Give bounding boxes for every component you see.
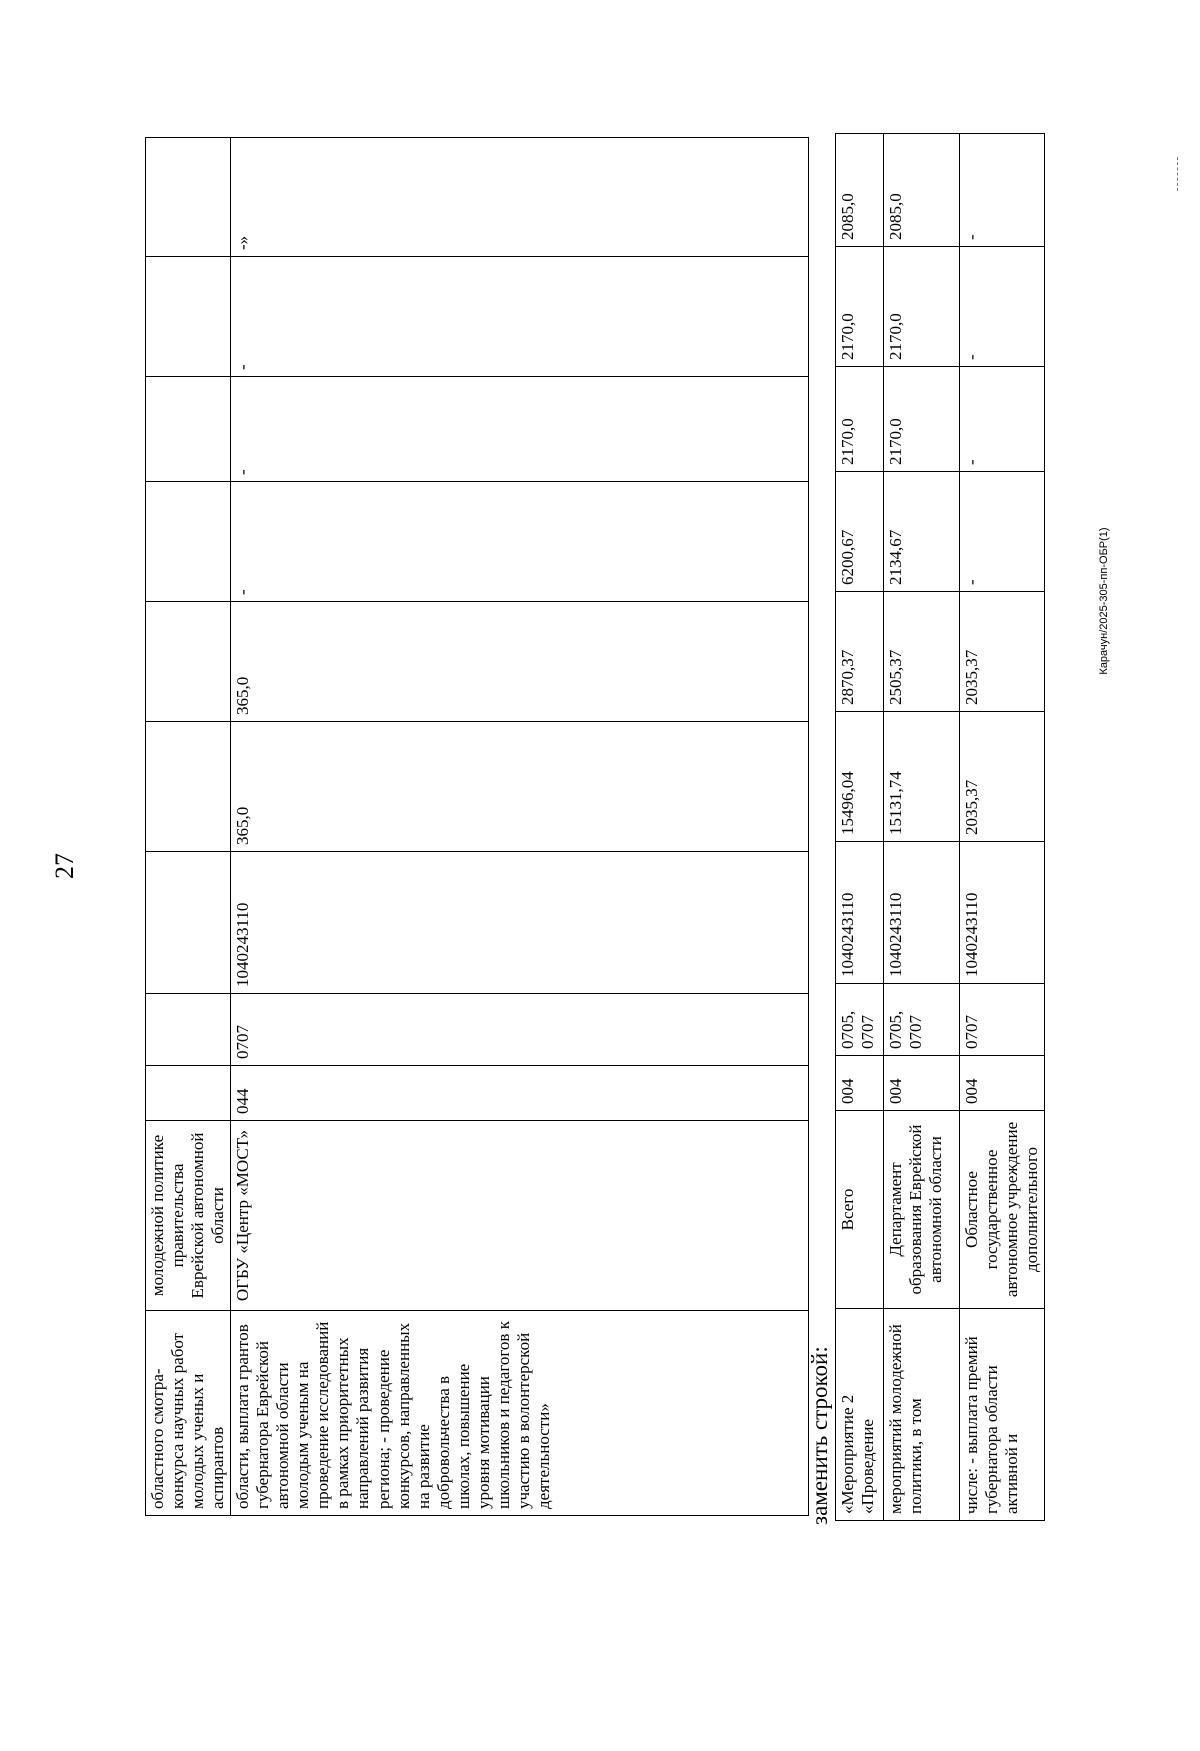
total-cell: 15496,04 — [836, 712, 884, 842]
year-cell — [146, 138, 231, 257]
year-cell: 2505,37 — [884, 592, 960, 712]
year-cell: - — [960, 134, 1045, 247]
event-name-cell: области, выплата грантов губернатора Еврейской автономной области молодым ученым на проведение исследований в рамках приоритетных направлений развития региона; - проведение конкурсов, направленных на развитие добровольчества в школах, повышение уровня мотивации школьников и педагогов к участию в волонтерской деятельности» — [231, 1311, 809, 1516]
year-cell — [146, 482, 231, 602]
grbs-cell: 004 — [960, 1056, 1045, 1111]
event-name-cell: областного смотра-конкурса научных работ молодых ученых и аспирантов — [146, 1311, 231, 1516]
executor-cell: ОГБУ «Центр «МОСТ» — [231, 1121, 809, 1311]
year-cell — [146, 602, 231, 722]
year-cell: 2170,0 — [836, 247, 884, 367]
grbs-cell: 004 — [884, 1056, 960, 1111]
year-cell: 2870,37 — [836, 592, 884, 712]
year-cell: - — [960, 472, 1045, 592]
executor-cell: Департамент образования Еврейской автономной области — [884, 1111, 960, 1309]
executor-cell: молодежной политике правительства Еврейской автономной области — [146, 1121, 231, 1311]
csr-cell — [146, 852, 231, 994]
rzpr-cell: 0707 — [960, 984, 1045, 1056]
event-name-cell: числе: - выплата премий губернатора области активной и — [960, 1309, 1045, 1521]
event-name-cell: мероприятий молодежной политики, в том — [884, 1309, 960, 1521]
grbs-cell — [146, 1066, 231, 1121]
total-cell: 2035,37 — [960, 712, 1045, 842]
year-cell: 2035,37 — [960, 592, 1045, 712]
year-cell: 2085,0 — [884, 134, 960, 247]
year-cell: 6200,67 — [836, 472, 884, 592]
table-row — [231, 138, 809, 1516]
year-cell: - — [960, 367, 1045, 472]
rzpr-cell: 0705, 0707 — [884, 984, 960, 1056]
grbs-cell: 004 — [836, 1056, 884, 1111]
event-name-cell: «Мероприятие 2 «Проведение — [836, 1309, 884, 1521]
year-cell: - — [231, 482, 809, 602]
rzpr-cell — [146, 994, 231, 1066]
total-cell: 365,0 — [231, 722, 809, 852]
page-number: 27 — [50, 853, 79, 879]
year-cell — [146, 257, 231, 377]
replace-with-heading: заменить строкой: — [807, 1346, 832, 1525]
year-cell: 2170,0 — [884, 247, 960, 367]
year-cell: -» — [231, 138, 809, 257]
table-row — [146, 138, 231, 1516]
total-cell — [146, 722, 231, 852]
year-cell: - — [231, 377, 809, 482]
year-cell: 2170,0 — [884, 367, 960, 472]
csr-cell: 1040243110 — [231, 852, 809, 994]
table-row — [836, 134, 884, 1521]
csr-cell: 1040243110 — [836, 842, 884, 984]
executor-cell: Областное государственное автономное учреждение дополнительного — [960, 1111, 1045, 1309]
year-cell: 2134,67 — [884, 472, 960, 592]
executor-cell: Всего — [836, 1111, 884, 1309]
year-cell: - — [960, 247, 1045, 367]
grbs-cell: 044 — [231, 1066, 809, 1121]
year-cell: 2170,0 — [836, 367, 884, 472]
table-row — [884, 134, 960, 1521]
total-cell: 15131,74 — [884, 712, 960, 842]
year-cell: 365,0 — [231, 602, 809, 722]
margin-mark — [1177, 157, 1179, 191]
year-cell: - — [231, 257, 809, 377]
csr-cell: 1040243110 — [884, 842, 960, 984]
csr-cell: 1040243110 — [960, 842, 1045, 984]
document-code: Карачун/2025-305-пп-ОБР(1) — [1098, 527, 1110, 675]
program-table-replacement — [835, 133, 1045, 1521]
program-table-previous — [145, 137, 809, 1516]
year-cell — [146, 377, 231, 482]
year-cell: 2085,0 — [836, 134, 884, 247]
table-row — [960, 134, 1045, 1521]
rzpr-cell: 0705, 0707 — [836, 984, 884, 1056]
rzpr-cell: 0707 — [231, 994, 809, 1066]
